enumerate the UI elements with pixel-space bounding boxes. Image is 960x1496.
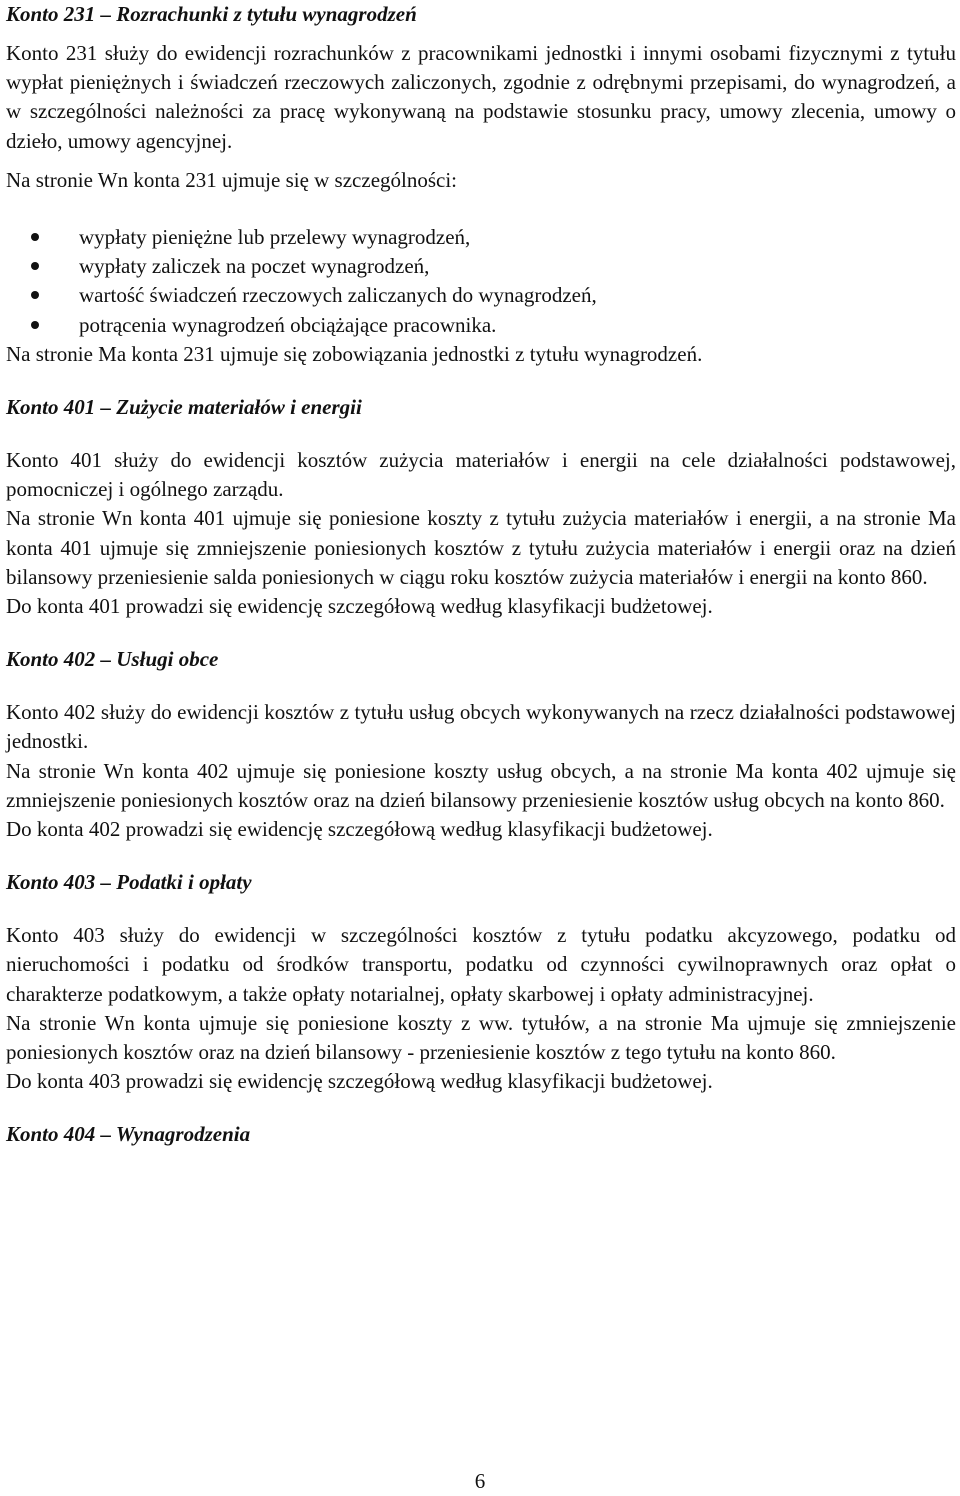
section-paragraph: Na stronie Wn konta 402 ujmuje się poniesione koszty usług obcych, a na stronie Ma konta 402 ujmuje się zmniejszenie poniesionych kosztów oraz na dzień bilansowy przeniesienie kosztów usług obcych na konto 860. bbox=[6, 758, 956, 812]
list-item bbox=[6, 223, 956, 252]
bullet-list bbox=[6, 223, 956, 340]
bullet-icon bbox=[31, 321, 39, 329]
document-page bbox=[6, 0, 956, 1496]
list-item-text: wypłaty pieniężne lub przelewy wynagrodzeń, bbox=[79, 225, 471, 250]
list-item bbox=[6, 281, 956, 310]
list-item-text: potrącenia wynagrodzeń obciążające pracownika. bbox=[79, 312, 497, 337]
section-heading-konto-402: Konto 402 – Usługi obce bbox=[6, 647, 219, 672]
list-item-text: wypłaty zaliczek na poczet wynagrodzeń, bbox=[79, 254, 430, 279]
page-number: 6 bbox=[474, 1469, 486, 1493]
bullet-icon bbox=[31, 291, 39, 299]
section-paragraph: Do konta 402 prowadzi się ewidencję szczegółową według klasyfikacji budżetowej. bbox=[6, 817, 713, 842]
list-item bbox=[6, 252, 956, 281]
section-heading-konto-231: Konto 231 – Rozrachunki z tytułu wynagrodzeń bbox=[6, 2, 417, 26]
section-heading-konto-403: Konto 403 – Podatki i opłaty bbox=[6, 870, 252, 895]
section-paragraph: Na stronie Wn konta 231 ujmuje się w szczególności: bbox=[6, 167, 458, 192]
section-paragraph: Konto 402 służy do ewidencji kosztów z tytułu usług obcych wykonywanych na rzecz działalności podstawowej jednostki. bbox=[6, 700, 956, 754]
list-item-text: wartość świadczeń rzeczowych zaliczanych do wynagrodzeń, bbox=[79, 283, 597, 308]
section-paragraph: Na stronie Wn konta ujmuje się poniesione koszty z ww. tytułów, a na stronie Ma ujmuje się zmniejszenie poniesionych kosztów oraz na dzień bilansowy - przeniesienie kosztów z tego tytułu na konto 860. bbox=[6, 1010, 956, 1065]
bullet-icon bbox=[31, 233, 39, 241]
section-paragraph: Na stronie Ma konta 231 ujmuje się zobowiązania jednostki z tytułu wynagrodzeń. bbox=[6, 341, 703, 366]
section-heading-konto-404: Konto 404 – Wynagrodzenia bbox=[6, 1122, 251, 1147]
bullet-icon bbox=[31, 262, 39, 270]
section-paragraph: Konto 401 służy do ewidencji kosztów zużycia materiałów i energii na cele działalności podstawowej, pomocniczej i ogólnego zarządu. bbox=[6, 448, 956, 502]
section-heading-konto-401: Konto 401 – Zużycie materiałów i energii bbox=[6, 395, 362, 420]
section-paragraph: Na stronie Wn konta 401 ujmuje się poniesione koszty z tytułu zużycia materiałów i energii, a na stronie Ma konta 401 ujmuje się zmniejszenie poniesionych kosztów z tytułu zużycia materiałów i energii oraz na dzień bilansowy przeniesienie salda poniesionych w ciągu roku kosztów zużycia materiałów i energii na konto 860. bbox=[6, 506, 956, 589]
section-paragraph: Konto 403 służy do ewidencji w szczególności kosztów z tytułu podatku akcyzowego, podatku od nieruchomości i podatku od środków transportu, podatku od czynności cywilnoprawnych oraz opłat o charakterze podatkowym, a także opłaty notarialnej, opłaty skarbowej i opłaty administracyjnej. bbox=[6, 923, 956, 1006]
section-paragraph: Konto 231 służy do ewidencji rozrachunków z pracownikami jednostki i innymi osobami fizycznymi z tytułu wypłat pieniężnych i świadczeń rzeczowych zaliczonych, zgodnie z odrębnymi przepisami, do wynagrodzeń, a w szczególności należności za pracę wykonywaną na podstawie stosunku pracy, umowy zlecenia, umowy o dzieło, umowy agencyjnej. bbox=[6, 41, 956, 153]
section-paragraph: Do konta 401 prowadzi się ewidencję szczegółową według klasyfikacji budżetowej. bbox=[6, 594, 713, 619]
list-item bbox=[6, 311, 956, 340]
section-paragraph: Do konta 403 prowadzi się ewidencję szczegółową według klasyfikacji budżetowej. bbox=[6, 1069, 713, 1094]
